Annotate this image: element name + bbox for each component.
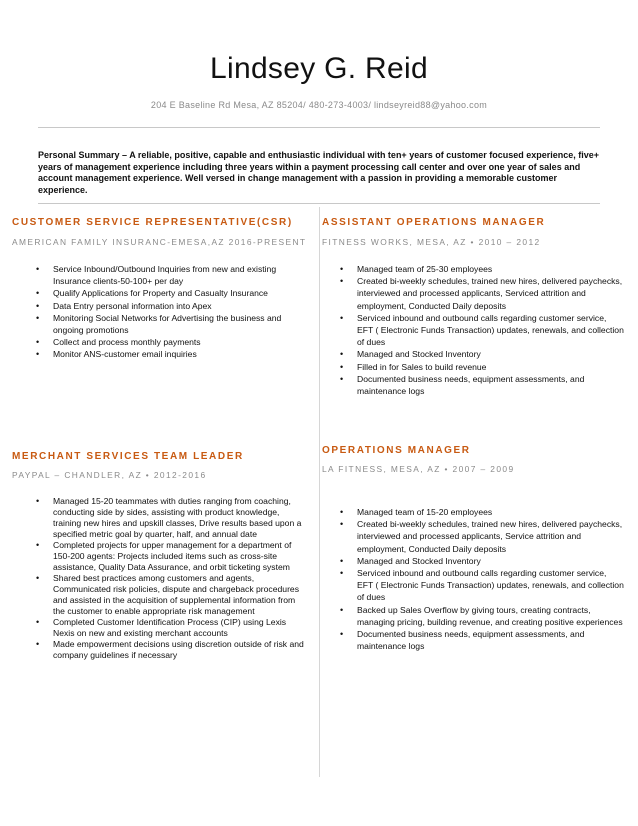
list-item: • Backed up Sales Overflow by giving tours, creating contracts, managing pricing, building revenue, and creating positive experiences xyxy=(338,604,624,628)
list-mstl xyxy=(34,496,306,661)
list-item: • Qualify Applications for Property and Casualty Insurance xyxy=(34,287,304,299)
list-item: • Documented business needs, equipment assessments, and maintenance logs xyxy=(338,628,624,652)
column-divider xyxy=(319,207,320,777)
list-item: • Managed 15-20 teammates with duties ranging from coaching, conducting side by sides, assisting with product knowledge, training new hires and upskill classes, Drive results based upon a specified metric goal by quarter, half, and annual date xyxy=(34,496,306,540)
summary-divider xyxy=(38,203,600,204)
list-item: • Managed and Stocked Inventory xyxy=(338,348,624,360)
list-csr xyxy=(34,263,304,361)
contact-line: 204 E Baseline Rd Mesa, AZ 85204/ 480-273-4003/ lindseyreid88@yahoo.com xyxy=(150,100,488,110)
list-aom xyxy=(338,263,624,397)
section-title-mstl: MERCHANT SERVICES TEAM LEADER xyxy=(12,451,244,462)
list-item: • Documented business needs, equipment assessments, and maintenance logs xyxy=(338,373,624,397)
section-sub-mstl: PAYPAL – CHANDLER, AZ • 2012-2016 xyxy=(12,470,207,480)
section-sub-csr: AMERICAN FAMILY INSURANC-EMESA,AZ 2016-PRESENT xyxy=(12,237,307,247)
list-item: • Service Inbound/Outbound Inquiries from new and existing Insurance clients-50-100+ per day xyxy=(34,263,304,287)
section-title-om: OPERATIONS MANAGER xyxy=(322,445,471,456)
list-item: • Monitor ANS-customer email inquiries xyxy=(34,348,304,360)
list-item: • Managed team of 25-30 employees xyxy=(338,263,624,275)
list-item: • Created bi-weekly schedules, trained new hires, delivered paychecks, interviewed and processed applicants, Service attrition and employment, Conducted Daily deposits xyxy=(338,518,624,555)
section-sub-aom: FITNESS WORKS, MESA, AZ • 2010 – 2012 xyxy=(322,237,541,247)
list-item: • Created bi-weekly schedules, trained new hires, delivered paychecks, interviewed and processed applicants, Serviced attrition and employment, Conducted Daily deposits xyxy=(338,275,624,312)
list-item: • Completed Customer Identification Process (CIP) using Lexis Nexis on new and existing merchant accounts xyxy=(34,617,306,639)
list-item: • Shared best practices among customers and agents, Communicated risk policies, dispute and chargeback procedures and assisted in the acquisition of supplemental information from the customer to enable appropriate risk management xyxy=(34,573,306,617)
header-divider xyxy=(38,127,600,128)
list-item: • Managed and Stocked Inventory xyxy=(338,555,624,567)
list-item: • Monitoring Social Networks for Advertising the business and ongoing promotions xyxy=(34,312,304,336)
section-title-csr: CUSTOMER SERVICE REPRESENTATIVE(CSR) xyxy=(12,217,293,228)
list-om xyxy=(338,506,624,652)
candidate-name: Lindsey G. Reid xyxy=(210,52,428,85)
list-item: • Serviced inbound and outbound calls regarding customer service, EFT ( Electronic Funds Transaction) updates, renewals, and collection of dues xyxy=(338,567,624,604)
list-item: • Completed projects for upper management for a department of 150-200 agents: Projects included items such as cross-site assistance, Quality Data Assurance, and orbit ticketing system xyxy=(34,540,306,573)
list-item: • Collect and process monthly payments xyxy=(34,336,304,348)
personal-summary: Personal Summary – A reliable, positive, capable and enthusiastic individual with ten+ years of customer focused experience, five+ years of management experience including three years within a payment processing call center and over one year of sales and account management experience. Well versed in change management with a passion in providing a memorable customer experience. xyxy=(38,150,600,195)
section-sub-om: LA FITNESS, MESA, AZ • 2007 – 2009 xyxy=(322,464,515,474)
list-item: • Serviced inbound and outbound calls regarding customer service, EFT ( Electronic Funds Transaction) updates, renewals, and collection of dues xyxy=(338,312,624,349)
list-item: • Data Entry personal information into Apex xyxy=(34,300,304,312)
list-item: • Managed team of 15-20 employees xyxy=(338,506,624,518)
section-title-aom: ASSISTANT OPERATIONS MANAGER xyxy=(322,217,546,228)
list-item: • Filled in for Sales to build revenue xyxy=(338,361,624,373)
list-item: • Made empowerment decisions using discretion outside of risk and company guidelines if necessary xyxy=(34,639,306,661)
